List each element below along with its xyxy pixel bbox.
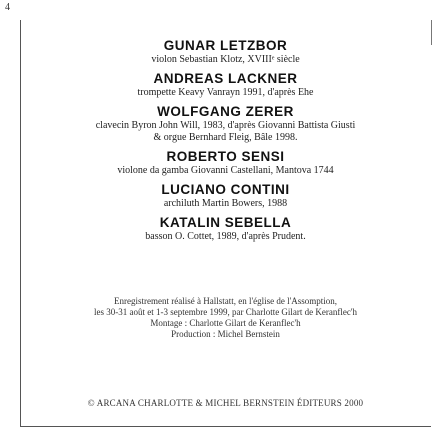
performer-entry (20, 71, 431, 99)
instrument-detail: trompette Keavy Vanrayn 1991, d'après Ehe (137, 87, 314, 98)
instrument-detail: clavecin Byron John Will, 1983, d'après Giovanni Battista Giusti (95, 120, 356, 131)
performer-name: GUNAR LETZBOR (163, 38, 288, 53)
copyright-notice: © ARCANA CHARLOTTE & MICHEL BERNSTEIN ÉDITEURS 2000 (87, 398, 364, 408)
performer-entry (20, 215, 431, 243)
performer-entry (20, 182, 431, 210)
performer-entry (20, 149, 431, 177)
credit-line: Montage : Charlotte Gilart de Keranflec'h (150, 318, 301, 328)
recording-credits (20, 296, 431, 340)
performer-entry (20, 104, 431, 144)
right-rule (431, 20, 432, 45)
instrument-detail: & orgue Bernhard Fleig, Bâle 1998. (153, 132, 298, 143)
credit-line: Production : Michel Bernstein (171, 329, 280, 339)
performer-name: LUCIANO CONTINI (161, 182, 290, 197)
performer-name: WOLFGANG ZERER (157, 104, 294, 119)
page-number: 4 (5, 2, 10, 13)
instrument-detail: archiluth Martin Bowers, 1988 (163, 198, 288, 209)
performer-entry (20, 38, 431, 66)
instrument-detail: violon Sebastian Klotz, XVIIIᵉ siècle (151, 54, 300, 65)
performer-name: ANDREAS LACKNER (153, 71, 298, 86)
performer-list (20, 38, 431, 248)
performer-name: ROBERTO SENSI (166, 149, 285, 164)
performer-name: KATALIN SEBELLA (159, 215, 292, 230)
instrument-detail: basson O. Cottet, 1989, d'après Prudent. (145, 231, 306, 242)
instrument-detail: violone da gamba Giovanni Castellani, Mantova 1744 (117, 165, 334, 176)
credit-line: les 30-31 août et 1-3 septembre 1999, par Charlotte Gilart de Keranflec'h (93, 307, 358, 317)
credit-line: Enregistrement réalisé à Hallstatt, en l'église de l'Assomption, (114, 296, 337, 306)
